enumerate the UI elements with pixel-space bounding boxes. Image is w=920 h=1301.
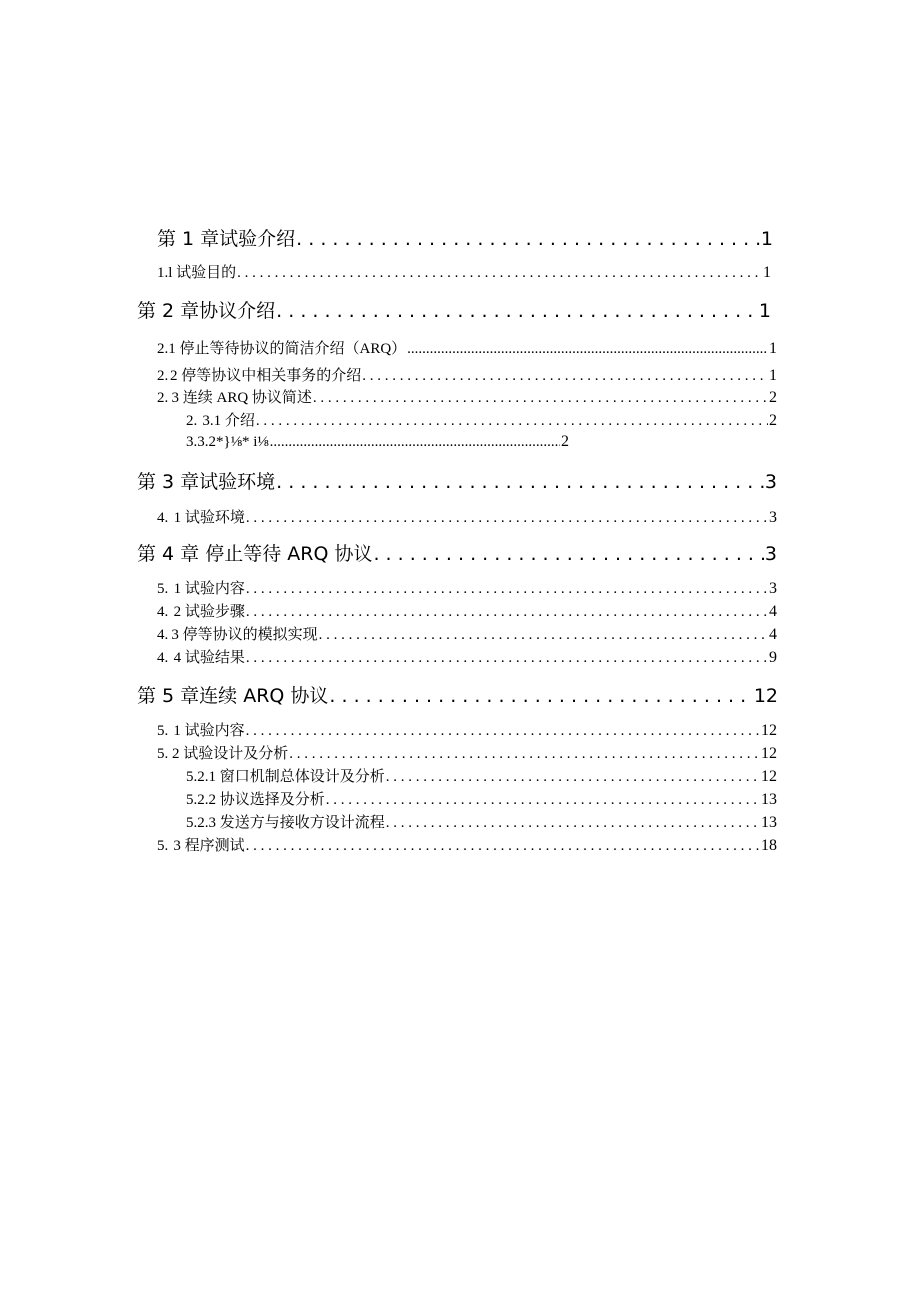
- toc-page-number: 18: [761, 837, 777, 854]
- toc-chapter-title: 第 2 章协议介绍: [137, 300, 276, 322]
- toc-page-number: 12: [753, 685, 778, 707]
- toc-section-number: 4.: [157, 604, 169, 620]
- toc-section-title: 3 程序测试: [173, 838, 245, 854]
- toc-dot-leader: [246, 510, 768, 527]
- toc-page-number: 13: [761, 791, 777, 808]
- toc-dot-leader: [373, 543, 763, 565]
- toc-section-5-2[interactable]: [157, 742, 777, 763]
- toc-section-number: 5.: [157, 723, 169, 739]
- toc-dot-leader: [270, 434, 560, 451]
- toc-subsection-5-2-2[interactable]: [186, 788, 777, 809]
- toc-dot-leader: [276, 300, 758, 322]
- toc-section-5-3[interactable]: [157, 834, 777, 855]
- toc-section-number: 3.: [186, 434, 198, 450]
- toc-page-number: 4: [769, 603, 777, 620]
- toc-section-title: 5.2.3 发送方与接收方设计流程: [186, 815, 385, 831]
- toc-chapter-2[interactable]: [137, 296, 771, 322]
- toc-dot-leader: [246, 581, 768, 598]
- toc-section-2-2[interactable]: [157, 364, 777, 385]
- toc-section-title: 2 试验步骤: [173, 604, 245, 620]
- toc-section-number: 2.: [157, 368, 169, 384]
- toc-dot-leader: [296, 228, 760, 250]
- toc-dot-leader: [407, 341, 768, 358]
- toc-page-number: 3: [764, 543, 777, 565]
- toc-chapter-title: 第 3 章试验环境: [137, 471, 276, 493]
- toc-section-1-1[interactable]: [157, 261, 771, 282]
- toc-chapter-title: 第 5 章连续 ARQ 协议: [137, 685, 329, 707]
- toc-dot-leader: [289, 746, 760, 763]
- toc-section-number: 5.: [157, 581, 169, 597]
- toc-dot-leader: [326, 792, 760, 809]
- toc-page-number: 12: [761, 722, 777, 739]
- toc-section-title: 3 连续 ARQ 协议简述: [171, 390, 312, 406]
- toc-section-title: 1 停止等待协议的简洁介绍（ARQ）: [168, 341, 407, 357]
- toc-section-title: 3.2*}⅛* i⅛: [197, 434, 269, 450]
- toc-subsection-5-2-1[interactable]: [186, 765, 777, 786]
- toc-dot-leader: [329, 685, 752, 707]
- toc-page-number: 1: [769, 367, 777, 384]
- toc-section-title: 3 停等协议的模拟实现: [171, 627, 318, 643]
- toc-chapter-title: 第 4 章 停止等待 ARQ 协议: [137, 543, 373, 565]
- toc-subsection-2-3-2[interactable]: [186, 433, 569, 454]
- toc-section-title: 1 试验内容: [173, 723, 245, 739]
- toc-page-number: 9: [769, 649, 777, 666]
- toc-dot-leader: [246, 723, 760, 740]
- toc-dot-leader: [246, 650, 768, 667]
- toc-page-number: 2: [561, 433, 569, 450]
- toc-section-number: 4.: [157, 510, 169, 526]
- toc-section-title: 3.1 介绍: [202, 413, 255, 429]
- toc-page-number: 1: [760, 228, 773, 250]
- toc-subsection-2-3-1[interactable]: [186, 409, 777, 430]
- toc-chapter-5[interactable]: [137, 681, 778, 707]
- toc-section-title: 5.2.1 窗口机制总体设计及分析: [186, 769, 385, 785]
- toc-section-4-2[interactable]: [157, 600, 777, 621]
- toc-dot-leader: [237, 265, 762, 282]
- toc-section-number: 5.: [157, 838, 169, 854]
- toc-section-number: 4.: [157, 650, 169, 666]
- toc-dot-leader: [246, 838, 760, 855]
- toc-dot-leader: [246, 604, 768, 621]
- toc-section-number: 5.: [157, 746, 169, 762]
- toc-section-2-3[interactable]: [157, 386, 777, 407]
- toc-page-number: 2: [769, 412, 777, 429]
- toc-section-5-1[interactable]: [157, 719, 777, 740]
- toc-section-title: 5.2.2 协议选择及分析: [186, 792, 325, 808]
- toc-section-number: 2.: [157, 341, 169, 357]
- toc-page-number: 1: [758, 300, 771, 322]
- toc-dot-leader: [386, 769, 760, 786]
- toc-page-number: 13: [761, 814, 777, 831]
- toc-chapter-1[interactable]: [157, 224, 773, 250]
- toc-section-number: 2.: [186, 413, 198, 429]
- toc-section-title: 1.l 试验目的: [157, 265, 237, 281]
- toc-section-4-3[interactable]: [157, 623, 777, 644]
- toc-section-2-1[interactable]: [157, 337, 777, 358]
- toc-dot-leader: [319, 627, 768, 644]
- toc-chapter-title: 第 1 章试验介绍: [157, 228, 296, 250]
- toc-dot-leader: [362, 368, 768, 385]
- toc-section-title: 2 试验设计及分析: [172, 746, 289, 762]
- toc-page-number: 12: [761, 768, 777, 785]
- toc-page-number: 3: [769, 580, 777, 597]
- toc-page-number: 12: [761, 745, 777, 762]
- toc-section-number: 4.: [157, 627, 169, 643]
- toc-section-number: 2.: [157, 390, 169, 406]
- toc-chapter-4[interactable]: [137, 539, 777, 565]
- toc-section-3-1[interactable]: [157, 506, 777, 527]
- toc-page-number: 3: [764, 471, 777, 493]
- toc-section-title: 2 停等协议中相关事务的介绍: [169, 368, 362, 384]
- toc-section-title: 1 试验环境: [173, 510, 245, 526]
- toc-page-number: 4: [769, 626, 777, 643]
- toc-dot-leader: [313, 390, 768, 407]
- toc-section-title: 1 试验内容: [173, 581, 245, 597]
- toc-dot-leader: [386, 815, 760, 832]
- toc-page-number: 3: [769, 509, 777, 526]
- toc-section-4-1[interactable]: [157, 577, 777, 598]
- toc-page-number: 1: [769, 340, 777, 357]
- toc-dot-leader: [256, 413, 768, 430]
- toc-page-number: 1: [763, 264, 771, 281]
- toc-page-number: 2: [769, 389, 777, 406]
- toc-section-title: 4 试验结果: [173, 650, 245, 666]
- toc-subsection-5-2-3[interactable]: [186, 811, 777, 832]
- toc-chapter-3[interactable]: [137, 467, 777, 493]
- toc-section-4-4[interactable]: [157, 646, 777, 667]
- toc-dot-leader: [276, 471, 764, 493]
